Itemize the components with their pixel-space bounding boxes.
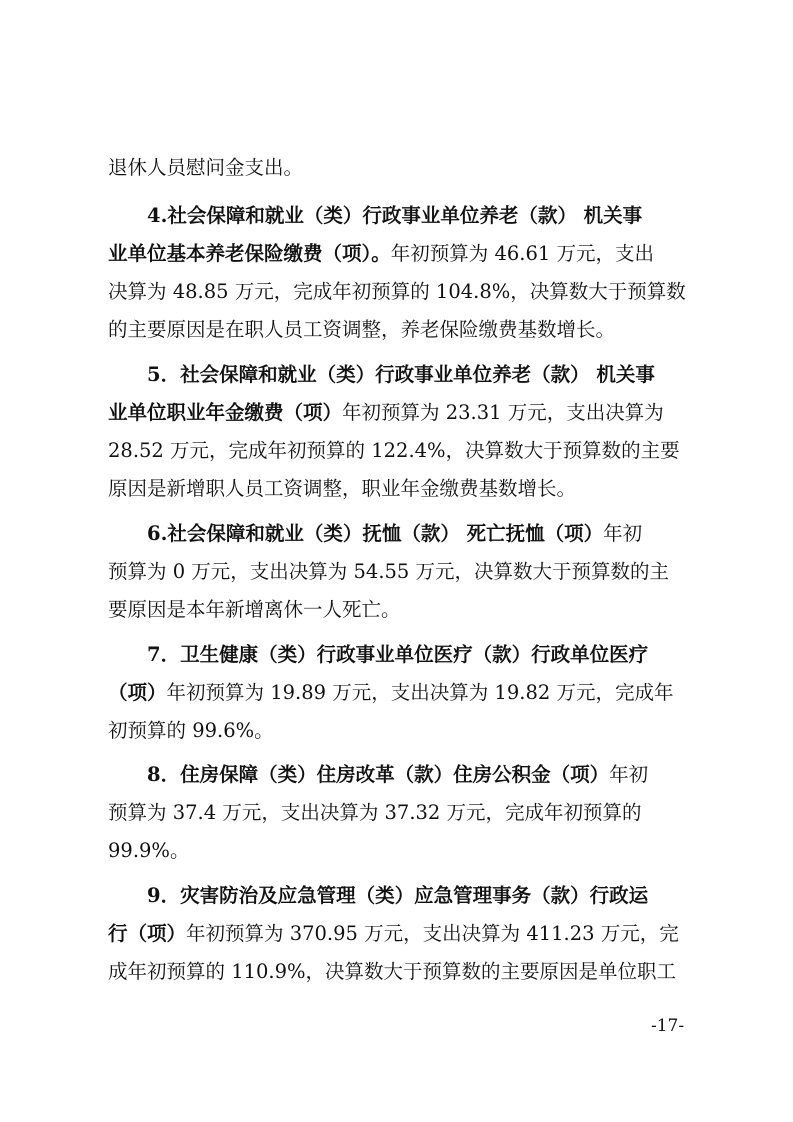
text-line: 预算为 37.4 万元，支出决算为 37.32 万元，完成年初预算的: [108, 801, 642, 824]
section-heading-7: 7．卫生健康（类）行政事业单位医疗（款）行政单位医疗: [147, 643, 649, 666]
text-line: 业单位职业年金缴费（项）年初预算为 23.31 万元，支出决算为: [108, 401, 664, 424]
text-line: 决算为 48.85 万元，完成年初预算的 104.8%，决算数大于预算数: [108, 280, 686, 303]
section-heading-4: 4.社会保障和就业（类）行政事业单位养老（款） 机关事: [147, 204, 643, 227]
section-heading-9: 9．灾害防治及应急管理（类）应急管理事务（款）行政运: [147, 884, 649, 907]
text-line: 原因是新增职人员工资调整，职业年金缴费基数增长。: [108, 477, 577, 500]
text-line: 初预算的 99.6%。: [108, 719, 274, 742]
text-line: 的主要原因是在职人员工资调整，养老保险缴费基数增长。: [108, 318, 616, 341]
section-heading-6: 6.社会保障和就业（类）抚恤（款） 死亡抚恤（项）年初: [147, 522, 643, 545]
section-heading-5: 5．社会保障和就业（类）行政事业单位养老（款） 机关事: [147, 363, 655, 386]
section-heading-8: 8．住房保障（类）住房改革（款）住房公积金（项）年初: [147, 763, 649, 786]
text-line: （项）年初预算为 19.89 万元，支出决算为 19.82 万元，完成年: [108, 681, 674, 704]
text-line: 预算为 0 万元，支出决算为 54.55 万元，决算数大于预算数的主: [108, 560, 670, 583]
text-line: 行（项）年初预算为 370.95 万元，支出决算为 411.23 万元，完: [108, 922, 679, 945]
text-line: 成年初预算的 110.9%，决算数大于预算数的主要原因是单位职工: [108, 960, 677, 983]
page-number: -17-: [651, 1016, 685, 1036]
text-line: 业单位基本养老保险缴费（项）。年初预算为 46.61 万元，支出: [108, 242, 654, 265]
text-line: 退休人员慰问金支出。: [108, 156, 304, 179]
text-line: 28.52 万元，完成年初预算的 122.4%，决算数大于预算数的主要: [108, 439, 680, 462]
text-line: 要原因是本年新增离休一人死亡。: [108, 598, 401, 621]
text-line: 99.9%。: [108, 839, 190, 862]
